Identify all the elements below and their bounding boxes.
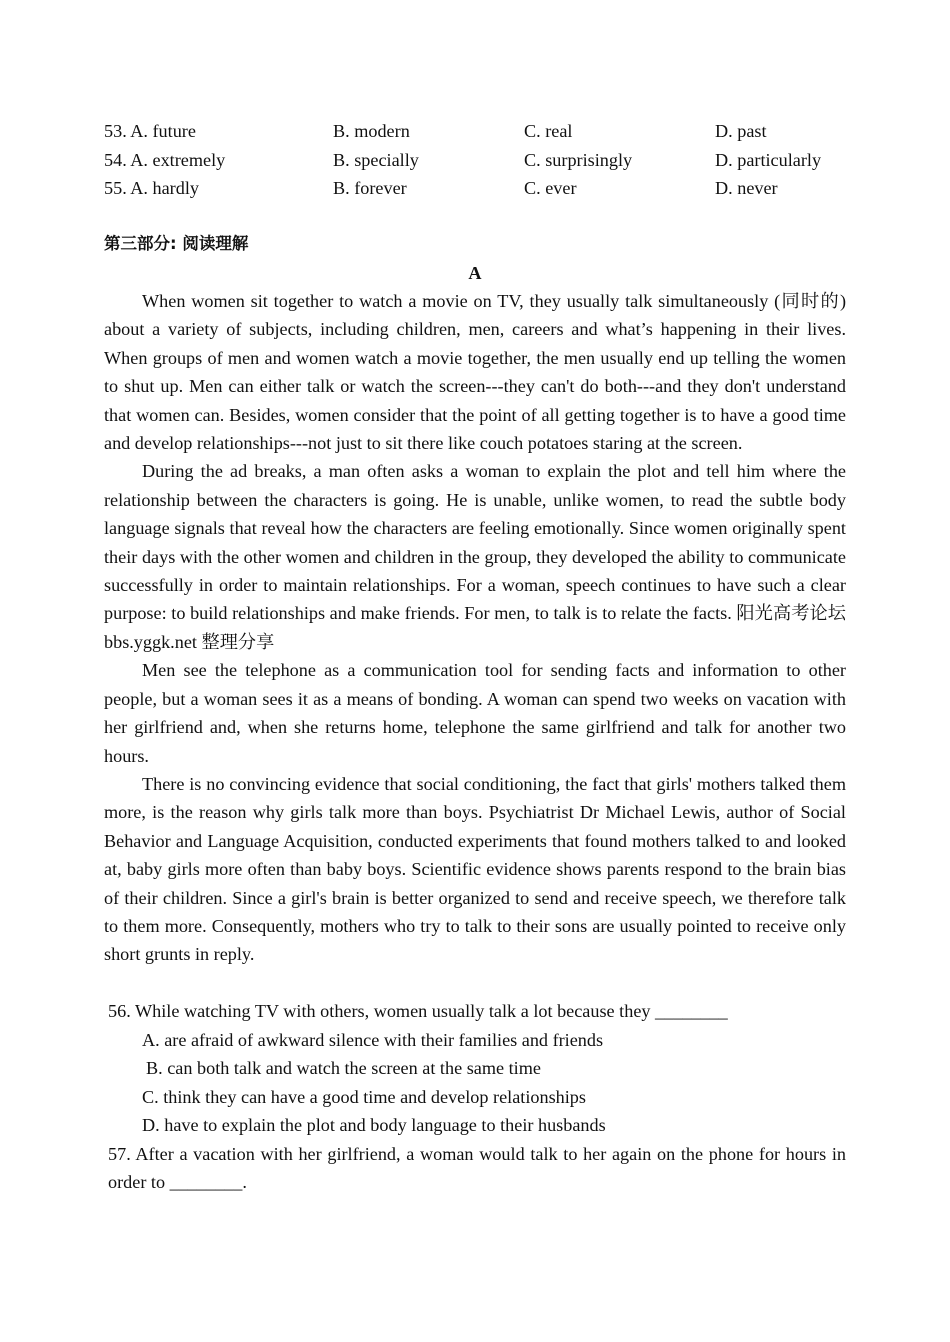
option-55-c: C. ever bbox=[524, 178, 577, 198]
option-53-d: D. past bbox=[715, 121, 767, 141]
option-54-a: 54. A. extremely bbox=[104, 149, 226, 170]
option-54-d: D. particularly bbox=[715, 149, 822, 170]
option-54-b: B. specially bbox=[333, 149, 419, 170]
options-row-55 bbox=[104, 174, 846, 203]
passage-paragraph: There is no convincing evidence that social conditioning, the fact that girls' mothers talked them more, is the reason why girls talk more than boys. Psychiatrist Dr Michael Lewis, author of Social Behavior and Language Acquisition, conducted experiments that found mothers talked to and looked at, baby girls more often than baby boys. Scientific evidence shows parents respond to the brain bias of their children. Since a girl's brain is better organized to send and receive speech, we therefore talk to them more. Consequently, mothers who try to talk to their sons are usually pointed to receive only short grunts in reply. bbox=[104, 773, 846, 965]
passage-paragraph: When women sit together to watch a movie on TV, they usually talk simultaneously (同时的) about a variety of subjects, including children, men, careers and what’s happening in their lives. When groups of men and women watch a movie together, the men usually end up telling the women to shut up. Men can either talk or watch the screen---they can't do both---and they don't understand that women can. Besides, women consider that the point of all getting together is to have a good time and develop relationships---not just to sit there like couch potatoes staring at the screen. bbox=[104, 291, 846, 454]
option-55-b: B. forever bbox=[333, 178, 407, 198]
section-title: 第三部分: 阅读理解 bbox=[104, 234, 249, 253]
question-56-option-c: C. think they can have a good time and develop relationships bbox=[142, 1086, 586, 1107]
questions-block bbox=[104, 997, 846, 1197]
answer-options-table bbox=[104, 117, 846, 203]
option-55-a: 55. A. hardly bbox=[104, 178, 199, 198]
question-56-stem: 56. While watching TV with others, women usually talk a lot because they ________ bbox=[108, 1001, 728, 1022]
option-53-b: B. modern bbox=[333, 121, 410, 141]
option-55-d: D. never bbox=[715, 178, 778, 198]
passage-paragraph: Men see the telephone as a communication tool for sending facts and information to other people, but a woman sees it as a means of bonding. A woman can spend two weeks on vacation with her girlfriend and, when she returns home, telephone the same girlfriend and talk for another two hours. bbox=[104, 660, 846, 766]
passage-paragraph: During the ad breaks, a man often asks a woman to explain the plot and tell him where the relationship between the characters is going. He is unable, unlike women, to read the subtle body language signals that reveal how the characters are feeling emotionally. Since women originally spent their days with the other women and children in the group, they developed the ability to communicate successfully in order to maintain relationships. For a woman, speech continues to have such a clear purpose: to build relationships and make friends. For men, to talk is to relate the facts. 阳光高考论坛 bbs.yggk.net 整理分享 bbox=[104, 461, 846, 652]
question-56-option-a: A. are afraid of awkward silence with their families and friends bbox=[142, 1029, 604, 1050]
option-53-c: C. real bbox=[524, 121, 573, 141]
options-row-54 bbox=[104, 146, 846, 175]
options-row-53 bbox=[104, 117, 846, 146]
question-56-option-b: B. can both talk and watch the screen at the same time bbox=[146, 1058, 541, 1079]
question-56-option-d: D. have to explain the plot and body language to their husbands bbox=[142, 1115, 606, 1136]
option-54-c: C. surprisingly bbox=[524, 149, 633, 170]
option-53-a: 53. A. future bbox=[104, 121, 196, 141]
document-page bbox=[104, 117, 846, 1197]
question-57-stem: 57. After a vacation with her girlfriend, a woman would talk to her again on the phone for hours in order to ________. bbox=[108, 1143, 846, 1193]
passage-label: A bbox=[468, 262, 482, 283]
